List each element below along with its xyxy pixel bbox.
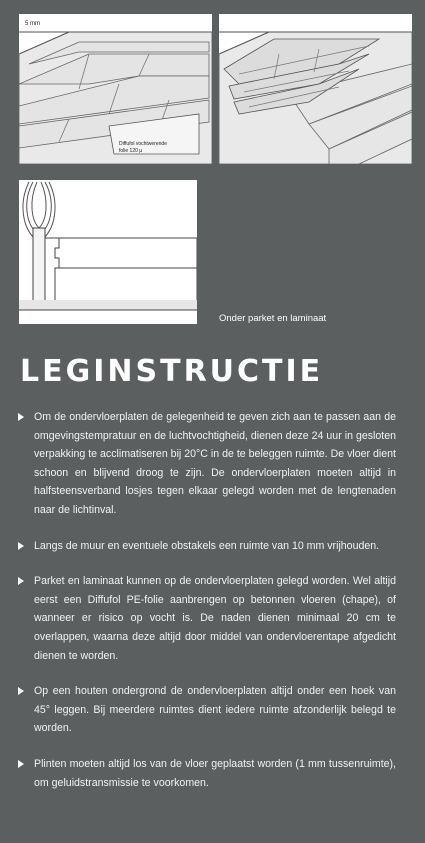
instruction-text: Plinten moeten altijd los van de vloer geplaatst worden (1 mm tussenruimte), om geluidstransmissie te voorkomen. <box>34 757 396 789</box>
instruction-text: Op een houten ondergrond de ondervloerplaten altijd onder een hoek van 45° leggen. Bij meerdere ruimtes dient iedere ruimte afzonderlijk belegd te worden. <box>34 685 396 735</box>
list-item <box>18 755 396 792</box>
list-item <box>18 682 396 738</box>
section-title: LEGINSTRUCTIE <box>20 354 324 389</box>
list-item <box>18 408 396 520</box>
gap-label: 5 mm <box>25 21 40 27</box>
instruction-text: Parket en laminaat kunnen op de ondervloerplaten gelegd worden. Wel altijd eerst een Diffufol PE-folie aanbrengen op betonnen vloeren (chape), of wanneer er risico op vocht is. De naden dienen minimaal 20 cm te overlappen, waarna deze altijd door middel van ondervloerentape afgedicht dienen te worden. <box>34 575 396 662</box>
foil-label-line2: folie 120 µ <box>119 148 143 154</box>
bullet-arrow-icon <box>18 542 24 550</box>
illustration-cross-section <box>19 180 197 324</box>
bullet-arrow-icon <box>18 577 24 585</box>
list-item <box>18 572 396 665</box>
foil-label-line1: Diffufol vochtwerende <box>119 141 167 147</box>
instruction-list <box>18 408 396 792</box>
bullet-arrow-icon <box>18 760 24 768</box>
bullet-arrow-icon <box>18 687 24 695</box>
instruction-text: Langs de muur en eventuele obstakels een ruimte van 10 mm vrijhouden. <box>34 539 380 552</box>
bullet-arrow-icon <box>18 413 24 421</box>
list-item <box>18 537 396 556</box>
instruction-text: Om de ondervloerplaten de gelegenheid te geven zich aan te passen aan de omgevingstempratuur en de luchtvochtigheid, dienen deze 24 uur in gesloten verpakking te acclimatiseren bij 20°C in de te beleggen ruimte. De vloer dient schoon en blijvend droog te zijn. De ondervloerplaten moeten altijd in halfsteensverband losjes tegen elkaar gelegd worden met de lengtenaden naar de lichtinval. <box>34 411 396 516</box>
illustration-parquet-on-underlay <box>219 14 412 164</box>
illustration-caption: Onder parket en laminaat <box>219 313 327 324</box>
illustration-foil-underlay <box>19 14 212 164</box>
